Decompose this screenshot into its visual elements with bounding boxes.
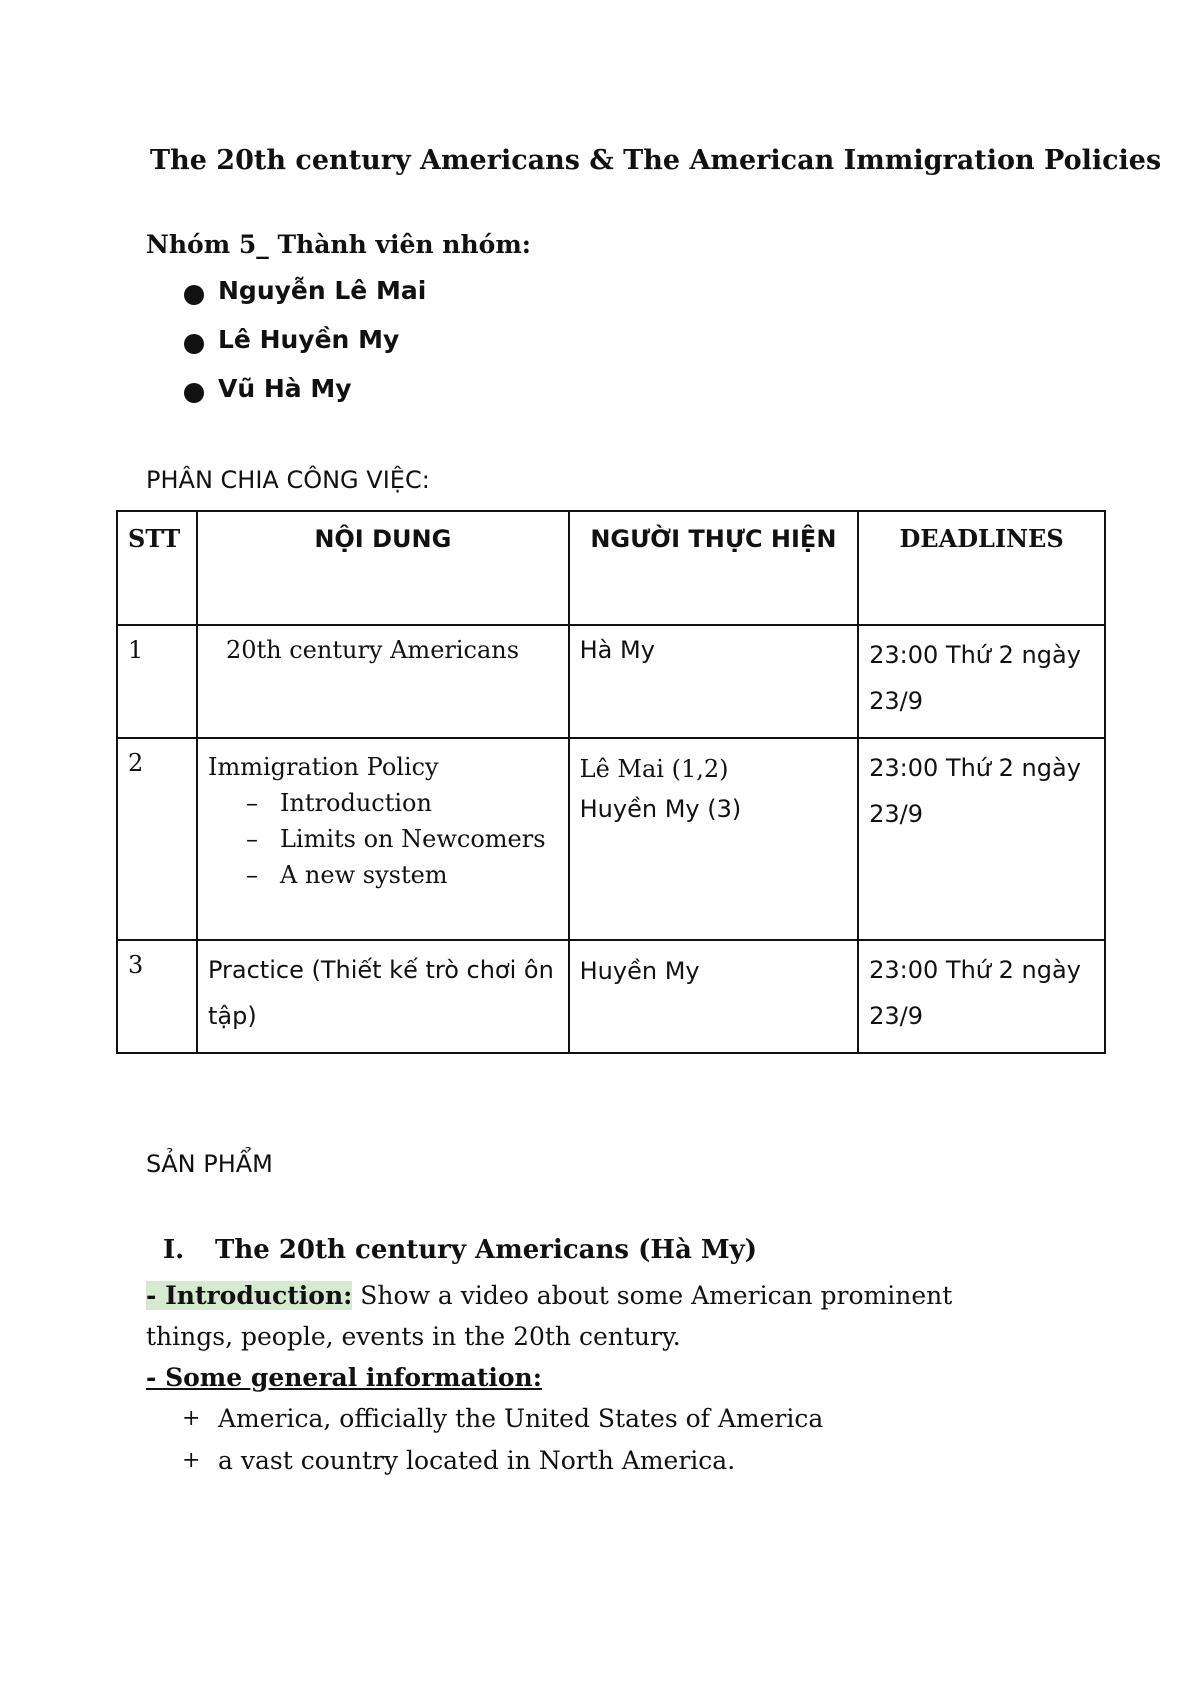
cell-stt: 2 xyxy=(117,738,197,940)
cell-stt: 3 xyxy=(117,940,197,1053)
intro-label: - Introduction: xyxy=(146,1281,353,1310)
header-deadline: DEADLINES xyxy=(858,511,1105,625)
cell-deadline: 23:00 Thứ 2 ngày 23/9 xyxy=(858,738,1105,940)
intro-paragraph xyxy=(146,1275,1016,1357)
cell-content: Practice (Thiết kế trò chơi ôn tập) xyxy=(197,940,569,1053)
cell-content xyxy=(197,625,569,738)
bullet-icon xyxy=(184,285,204,305)
bullet-icon xyxy=(184,334,204,354)
cell-content xyxy=(197,738,569,940)
table-row xyxy=(117,625,1105,738)
general-info-list xyxy=(146,1398,1016,1482)
member-item xyxy=(180,276,426,325)
section-heading xyxy=(163,1235,757,1265)
header-stt: STT xyxy=(117,511,197,625)
cell-person xyxy=(569,625,859,738)
person-text: Hà My xyxy=(579,636,655,664)
member-item xyxy=(180,325,426,374)
person-text: Huyền My (3) xyxy=(579,795,742,823)
section-body xyxy=(146,1275,1016,1482)
cell-person: Huyền My xyxy=(569,940,859,1053)
subitem: – Introduction xyxy=(246,785,558,821)
task-table xyxy=(116,510,1106,1054)
section-number: I. xyxy=(163,1235,185,1265)
section-title: The 20th century Americans (Hà My) xyxy=(215,1235,758,1265)
group-label: Nhóm 5_ Thành viên nhóm: xyxy=(146,230,532,259)
content-text: 20th century Americans xyxy=(225,636,520,664)
table-header-row xyxy=(117,511,1105,625)
member-name: Nguyễn Lê Mai xyxy=(218,276,427,305)
member-name: Vũ Hà My xyxy=(218,374,352,403)
header-person: NGƯỜI THỰC HIỆN xyxy=(569,511,859,625)
member-list xyxy=(180,276,426,423)
content-text: Immigration Policy xyxy=(207,753,439,781)
subitem-list xyxy=(208,785,558,893)
table-row xyxy=(117,738,1105,940)
document-title: The 20th century Americans & The American Immigration Policies xyxy=(150,145,1162,176)
products-heading: SẢN PHẨM xyxy=(146,1150,273,1178)
member-name: Lê Huyền My xyxy=(218,325,400,354)
cell-deadline: 23:00 Thứ 2 ngày 23/9 xyxy=(858,625,1105,738)
subitem: – Limits on Newcomers xyxy=(246,821,558,857)
work-heading: PHÂN CHIA CÔNG VIỆC: xyxy=(146,466,430,494)
person-text: Lê Mai (1,2) xyxy=(579,755,729,783)
table-row xyxy=(117,940,1105,1053)
cell-deadline: 23:00 Thứ 2 ngày 23/9 xyxy=(858,940,1105,1053)
list-item: + a vast country located in North America. xyxy=(182,1440,1016,1482)
cell-person xyxy=(569,738,859,940)
list-item: + America, officially the United States of America xyxy=(182,1398,1016,1440)
bullet-icon xyxy=(184,383,204,403)
member-item xyxy=(180,374,426,423)
header-content: NỘI DUNG xyxy=(197,511,569,625)
general-label: - Some general information: xyxy=(146,1363,542,1392)
cell-stt: 1 xyxy=(117,625,197,738)
intro-text: Show a video about some American prominent things, people, events in the 20th century. xyxy=(146,1281,953,1351)
subitem: – A new system xyxy=(246,857,558,893)
general-info-label xyxy=(146,1357,1016,1398)
